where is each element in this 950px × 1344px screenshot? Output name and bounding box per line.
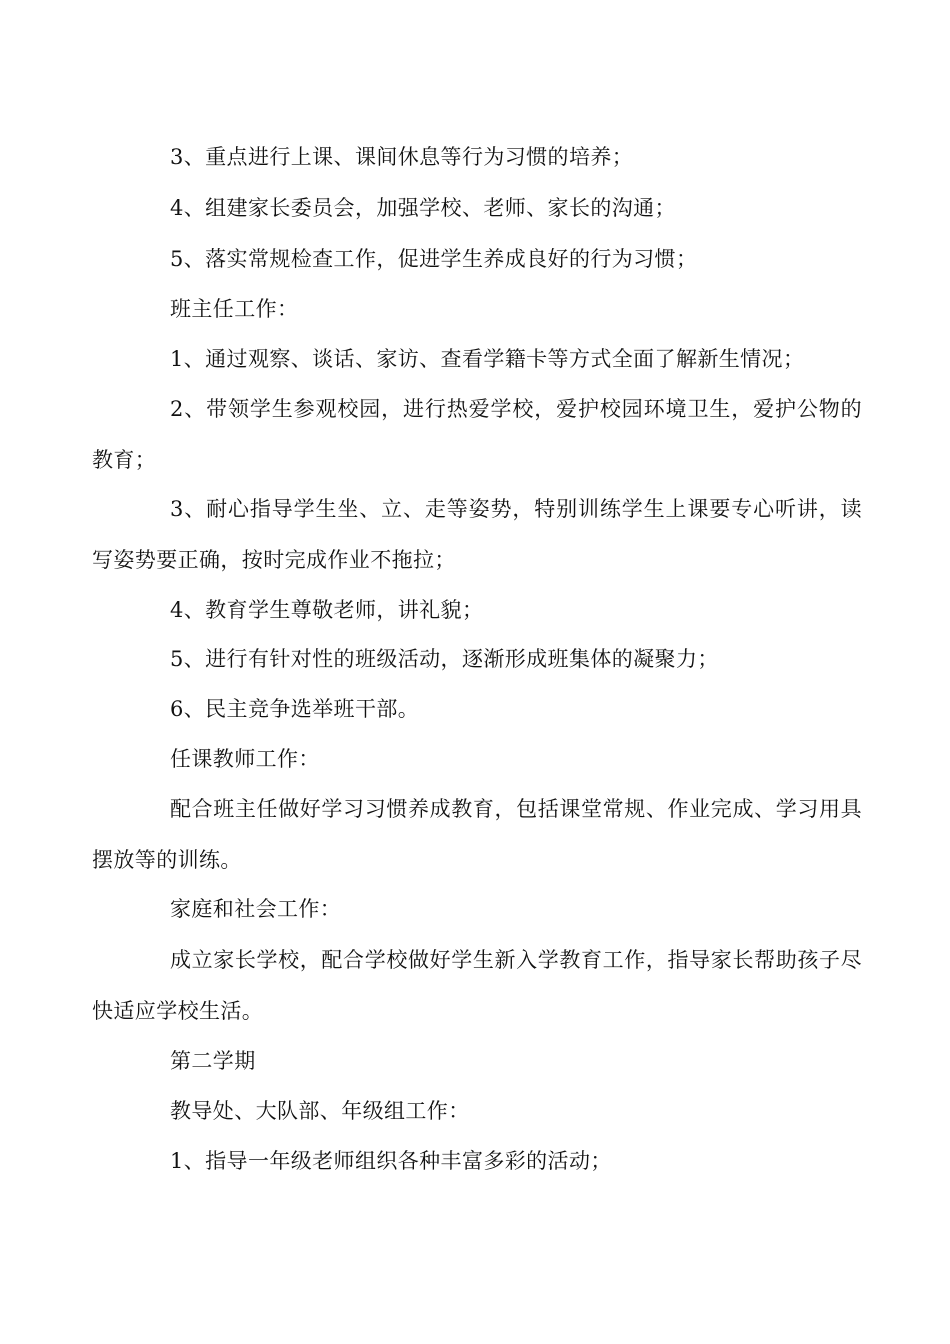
paragraph: 成立家长学校，配合学校做好学生新入学教育工作，指导家长帮助孩子尽快适应学校生活。 bbox=[92, 948, 862, 1023]
paragraph: 2、带领学生参观校园，进行热爱学校，爱护校园环境卫生，爱护公物的教育； bbox=[92, 397, 862, 472]
paragraph: 3、重点进行上课、课间休息等行为习惯的培养； bbox=[170, 145, 634, 169]
paragraph: 配合班主任做好学习习惯养成教育，包括课堂常规、作业完成、学习用具摆放等的训练。 bbox=[92, 797, 862, 872]
section-heading: 第二学期 bbox=[170, 1049, 256, 1073]
section-heading: 家庭和社会工作： bbox=[170, 897, 342, 921]
paragraph: 5、落实常规检查工作，促进学生养成良好的行为习惯； bbox=[170, 247, 698, 271]
paragraph: 1、通过观察、谈话、家访、查看学籍卡等方式全面了解新生情况； bbox=[170, 347, 805, 371]
section-heading: 班主任工作： bbox=[170, 297, 299, 321]
section-heading: 任课教师工作： bbox=[170, 747, 320, 771]
paragraph: 1、指导一年级老师组织各种丰富多彩的活动； bbox=[170, 1149, 612, 1173]
paragraph: 6、民主竞争选举班干部。 bbox=[170, 697, 420, 721]
paragraph: 4、组建家长委员会，加强学校、老师、家长的沟通； bbox=[170, 196, 676, 220]
section-heading: 教导处、大队部、年级组工作： bbox=[170, 1099, 470, 1123]
paragraph: 5、进行有针对性的班级活动，逐渐形成班集体的凝聚力； bbox=[170, 647, 719, 671]
paragraph: 3、耐心指导学生坐、立、走等姿势，特别训练学生上课要专心听讲，读写姿势要正确，按时完成作业不拖拉； bbox=[92, 497, 862, 572]
paragraph: 4、教育学生尊敬老师，讲礼貌； bbox=[170, 598, 484, 622]
